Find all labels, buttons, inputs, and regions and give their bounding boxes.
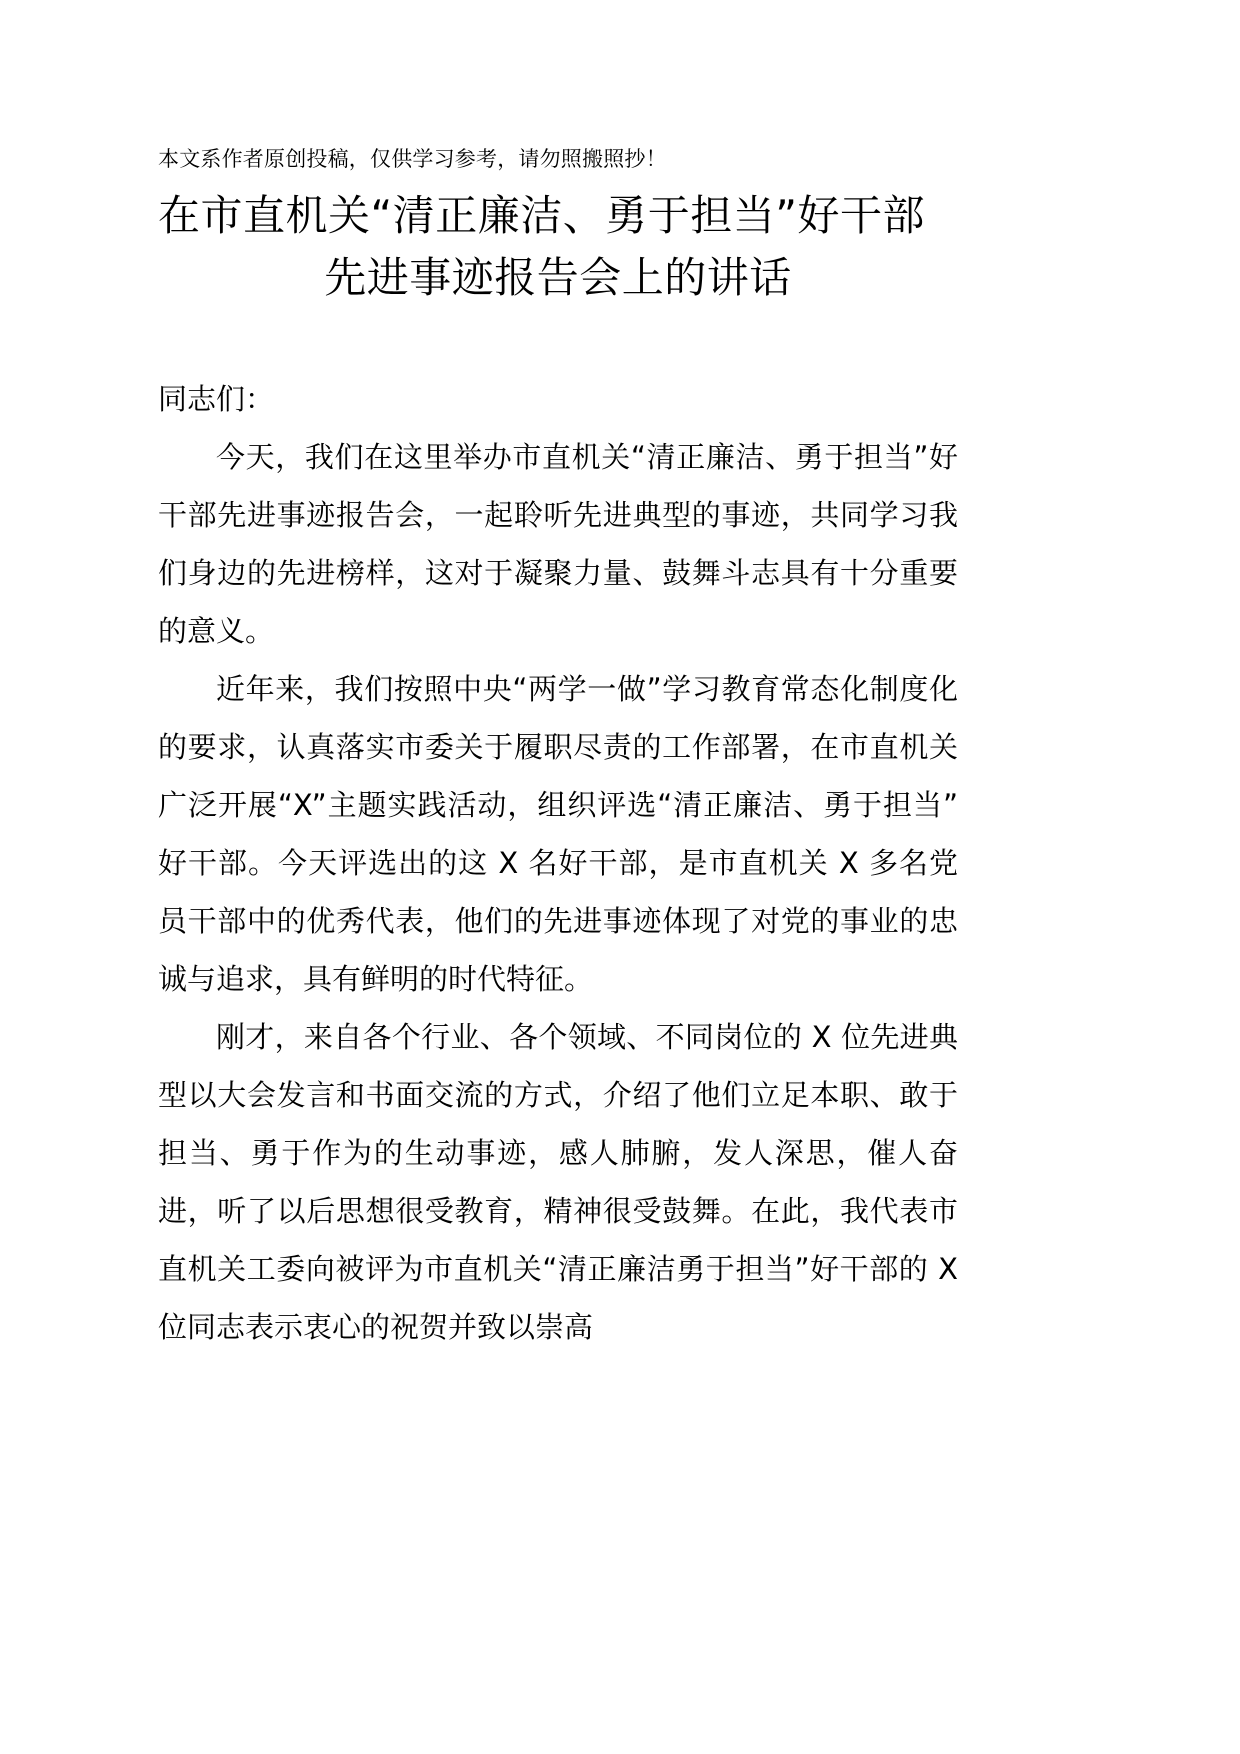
copyright-note: 本文系作者原创投稿，仅供学习参考，请勿照搬照抄！ [158, 147, 667, 171]
body-paragraph: 近年来，我们按照中央“两学一做”学习教育常态化制度化的要求，认真落实市委关于履职尽责的工作部署，在市直机关广泛开展“X”主题实践活动，组织评选“清正廉洁、勇于担当”好干部。今天评选出的这 X 名好干部，是市直机关 X 多名党员干部中的优秀代表，他们的先进事迹体现了对党的事业的忠诚与追求，具有鲜明的时代特征。 [158, 671, 958, 996]
page-title [158, 186, 958, 307]
document-content [158, 0, 958, 1356]
body-paragraph: 刚才，来自各个行业、各个领域、不同岗位的 X 位先进典型以大会发言和书面交流的方式，介绍了他们立足本职、敢于担当、勇于作为的生动事迹，感人肺腑，发人深思，催人奋进，听了以后思想很受教育，精神很受鼓舞。在此，我代表市直机关工委向被评为市直机关“清正廉洁勇于担当”好干部的 X 位同志表示衷心的祝贺并致以崇高 [158, 1019, 958, 1344]
title-line-primary: 在市直机关“清正廉洁、勇于担当”好干部 [158, 191, 926, 241]
document-body [158, 370, 958, 1356]
title-line-secondary: 先进事迹报告会上的讲话 [324, 252, 792, 302]
body-paragraph: 今天，我们在这里举办市直机关“清正廉洁、勇于担当”好干部先进事迹报告会，一起聆听先进典型的事迹，共同学习我们身边的先进榜样，这对于凝聚力量、鼓舞斗志具有十分重要的意义。 [158, 439, 958, 648]
salutation: 同志们： [158, 381, 275, 416]
